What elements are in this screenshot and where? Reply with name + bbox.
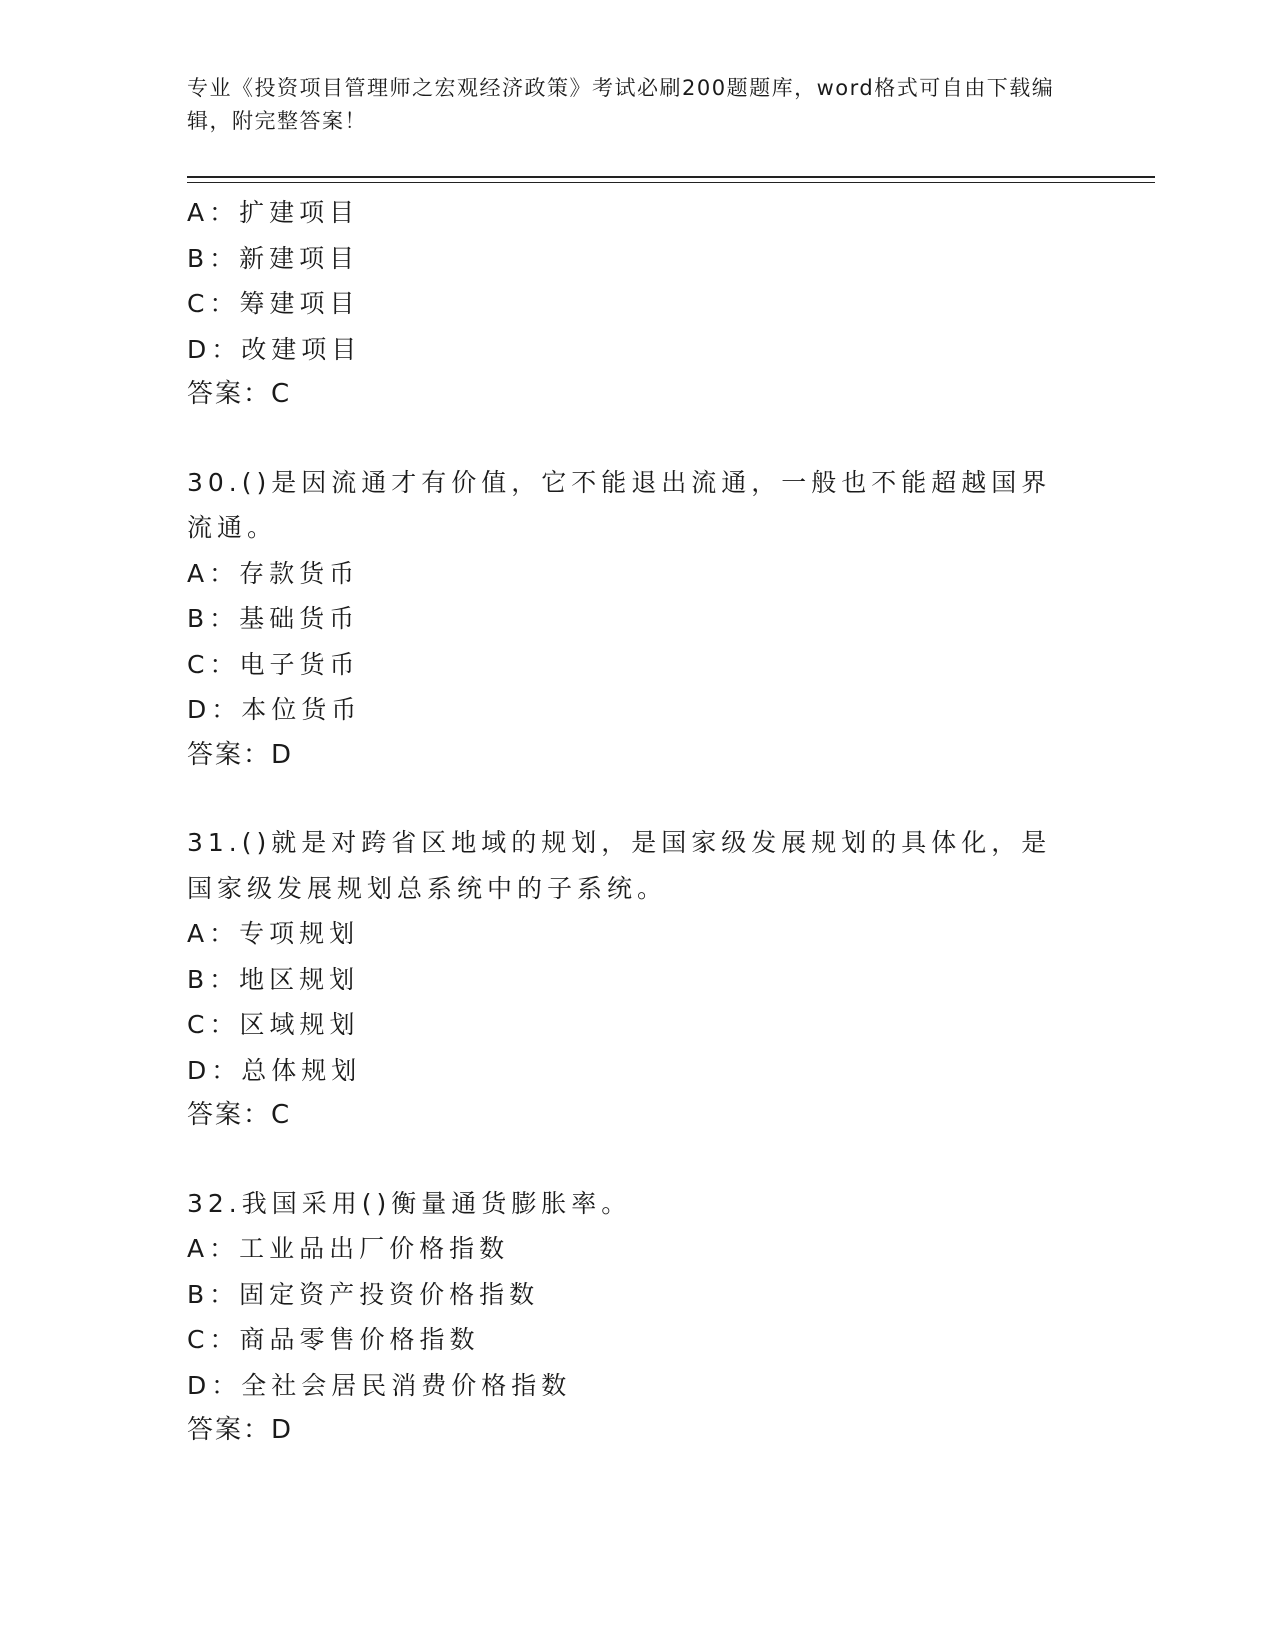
- question-31: [187, 820, 1087, 1139]
- option-d: D：改建项目: [187, 334, 362, 364]
- header-rule-thin: [187, 182, 1155, 183]
- option-c: C：筹建项目: [187, 289, 360, 318]
- spacer: [187, 778, 1087, 820]
- answer: 答案：D: [187, 739, 294, 770]
- option-c: C：商品零售价格指数: [187, 1325, 480, 1354]
- question-29: [187, 190, 1087, 418]
- answer: 答案：D: [187, 1415, 294, 1445]
- option-c: C：电子货币: [187, 649, 360, 679]
- answer: 答案：C: [187, 379, 292, 409]
- spacer: [187, 1139, 1087, 1181]
- document-header: 专业《投资项目管理师之宏观经济政策》考试必刷200题题库，word格式可自由下载编辑，附完整答案！: [187, 76, 1055, 133]
- question-stem: 32.我国采用()衡量通货膨胀率。: [187, 1188, 632, 1218]
- option-d: D：全社会居民消费价格指数: [187, 1370, 572, 1400]
- option-b: B：基础货币: [187, 604, 360, 633]
- option-d: D：总体规划: [187, 1055, 362, 1085]
- question-list: [187, 190, 1087, 1454]
- option-a: A：扩建项目: [187, 198, 360, 227]
- option-a: A：工业品出厂价格指数: [187, 1234, 510, 1263]
- option-b: B：地区规划: [187, 964, 360, 994]
- header-rule-thick: [187, 176, 1155, 178]
- option-a: A：专项规划: [187, 919, 360, 948]
- question-32: [187, 1181, 1087, 1454]
- question-stem: 30.()是因流通才有价值，它不能退出流通，一般也不能超越国界流通。: [187, 467, 1052, 542]
- option-b: B：新建项目: [187, 243, 360, 273]
- spacer: [187, 418, 1087, 460]
- question-30: [187, 460, 1087, 779]
- answer: 答案：C: [187, 1100, 292, 1130]
- option-b: B：固定资产投资价格指数: [187, 1279, 540, 1309]
- option-d: D：本位货币: [187, 695, 362, 724]
- option-a: A：存款货币: [187, 558, 360, 588]
- option-c: C：区域规划: [187, 1010, 360, 1039]
- question-stem: 31.()就是对跨省区地域的规划，是国家级发展规划的具体化，是国家级发展规划总系统中的子系统。: [187, 828, 1052, 903]
